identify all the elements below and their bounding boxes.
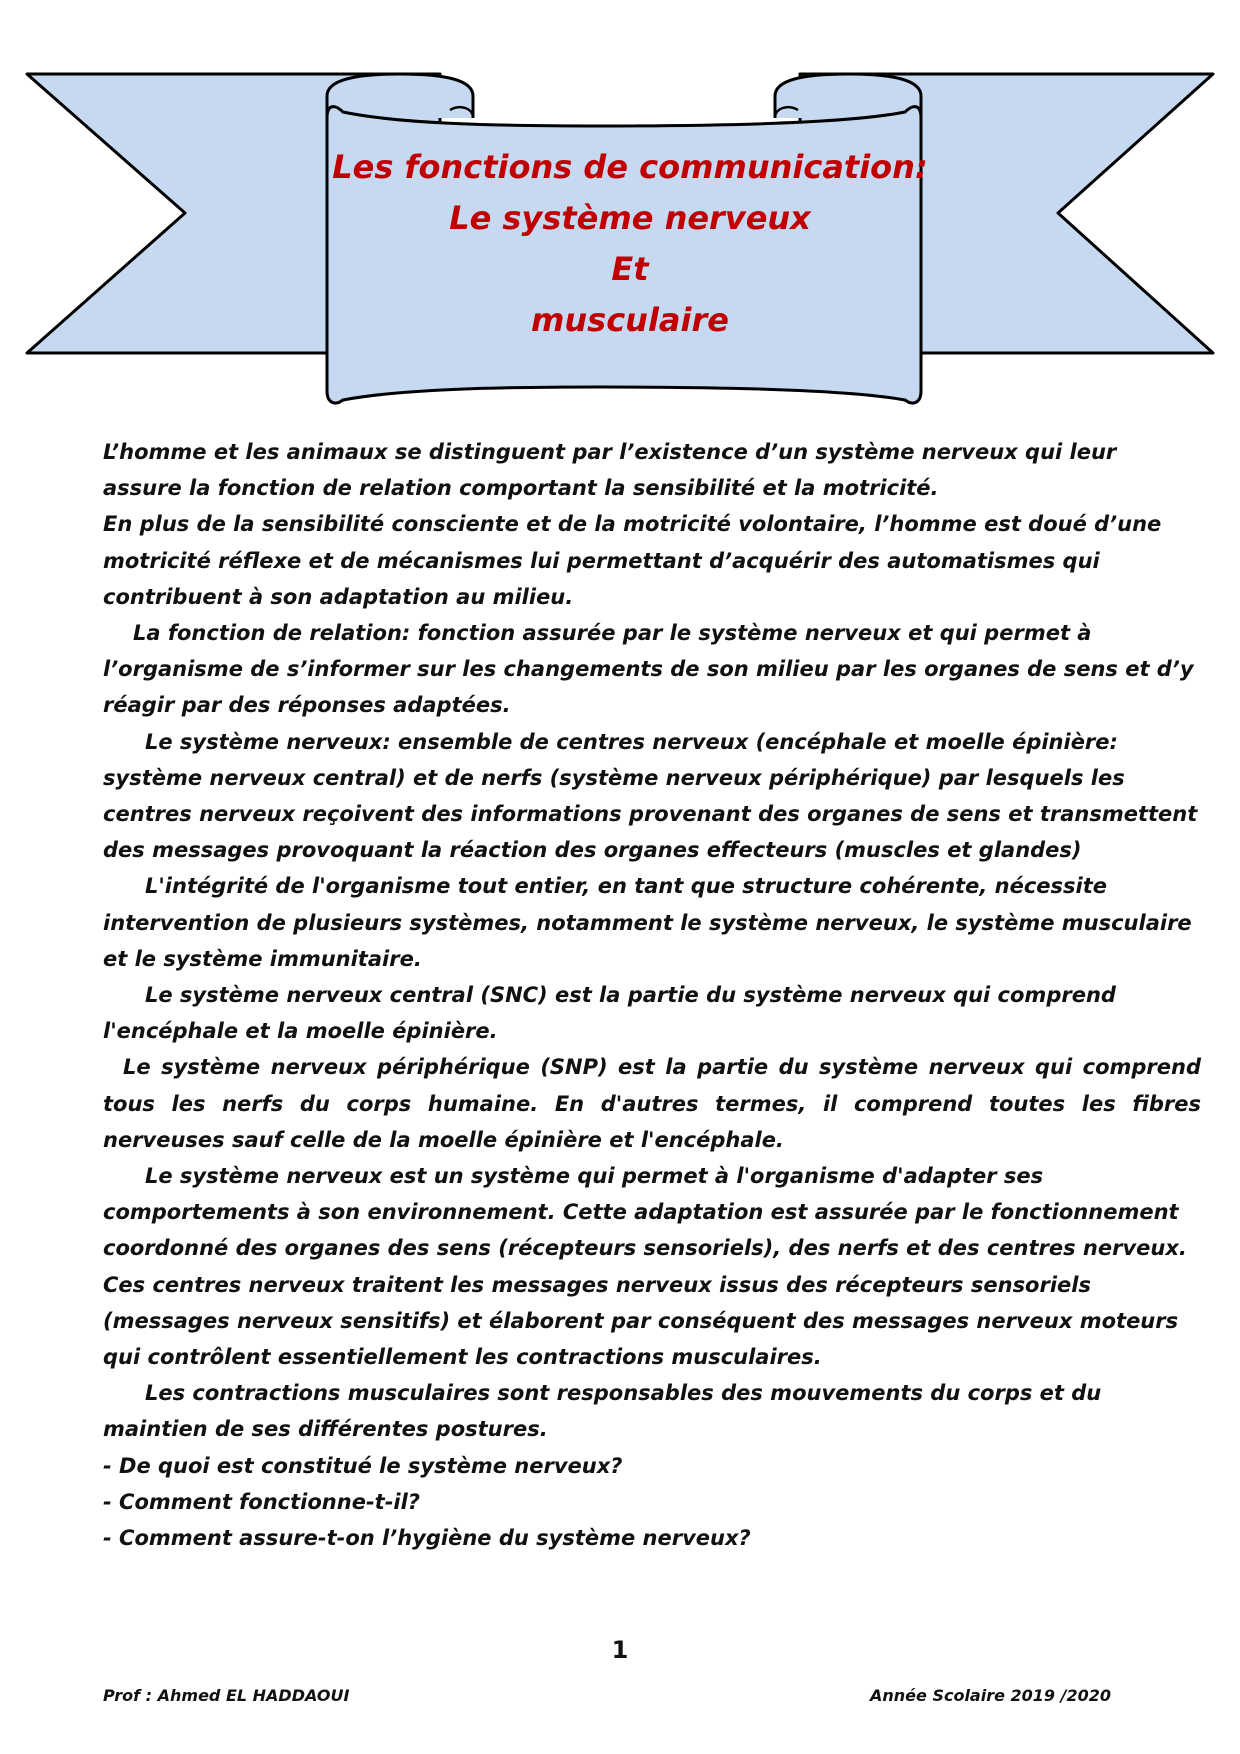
page-number: 1: [611, 1636, 629, 1664]
paragraph-integrite: L'intégrité de l'organisme tout entier, en tant que structure cohérente, nécessite intervention de plusieurs systèmes, notamment le système nerveux, le système musculaire et le système immunitaire.: [103, 874, 1192, 971]
footer-school-year: Année Scolaire 2019 /2020: [870, 1686, 1111, 1705]
banner-left-roll: [327, 74, 473, 118]
paragraph-adaptation: Le système nerveux est un système qui permet à l'organisme d'adapter ses comportements à son environnement. Cette adaptation est assurée par le fonctionnement coordonné des organes des sens (récepteurs sensoriels), des nerfs et des centres nerveux. Ces centres nerveux traitent les messages nerveux issus des récepteurs sensoriels (messages nerveux sensitifs) et élaborent par conséquent des messages nerveux moteurs qui contrôlent essentiellement les contractions musculaires.: [103, 1164, 1187, 1370]
body-text: [103, 434, 1201, 1556]
paragraph-systeme-nerveux-definition: Le système nerveux: ensemble de centres nerveux (encéphale et moelle épinière: système nerveux central) et de nerfs (système nerveux périphérique) par lesquels les centres nerveux reçoivent des informations provenant des organes de sens et transmettent des messages provoquant la réaction des organes effecteurs (muscles et glandes): [103, 729, 1198, 863]
question-2: - Comment fonctionne-t-il?: [103, 1489, 420, 1514]
paragraph-snc: Le système nerveux central (SNC) est la partie du système nerveux qui comprend l'encéphale et la moelle épinière.: [103, 983, 1116, 1044]
paragraph-intro: L’homme et les animaux se distinguent par l’existence d’un système nerveux qui leur assure la fonction de relation comportant la sensibilité et la motricité.: [103, 440, 1117, 501]
banner-title-line-3: Et: [611, 250, 649, 288]
banner-title-line-1: Les fonctions de communication:: [332, 148, 928, 186]
question-1: - De quoi est constitué le système nerveux?: [103, 1453, 623, 1478]
paragraph-fonction-relation: La fonction de relation: fonction assurée par le système nerveux et qui permet à l’organisme de s’informer sur les changements de son milieu par les organes de sens et d’y réagir par des réponses adaptées.: [103, 621, 1194, 718]
banner-title: [330, 142, 930, 346]
paragraph-motricite: En plus de la sensibilité consciente et de la motricité volontaire, l’homme est doué d’une motricité réflexe et de mécanismes lui permettant d’acquérir des automatismes qui contribuent à son adaptation au milieu.: [103, 512, 1162, 609]
banner-right-roll: [775, 74, 921, 118]
paragraph-snp: Le système nerveux périphérique (SNP) est la partie du système nerveux qui comprend tous les nerfs du corps humaine. En d'autres termes, il comprend toutes les fibres nerveuses sauf celle de la moelle épinière et l'encéphale.: [103, 1055, 1201, 1152]
footer-author: Prof : Ahmed EL HADDAOUI: [103, 1686, 350, 1705]
question-3: - Comment assure-t-on l’hygiène du système nerveux?: [103, 1526, 751, 1551]
banner-title-line-4: musculaire: [531, 301, 729, 339]
banner-title-line-2: Le système nerveux: [449, 199, 811, 237]
paragraph-contractions: Les contractions musculaires sont responsables des mouvements du corps et du maintien de ses différentes postures.: [103, 1381, 1102, 1442]
